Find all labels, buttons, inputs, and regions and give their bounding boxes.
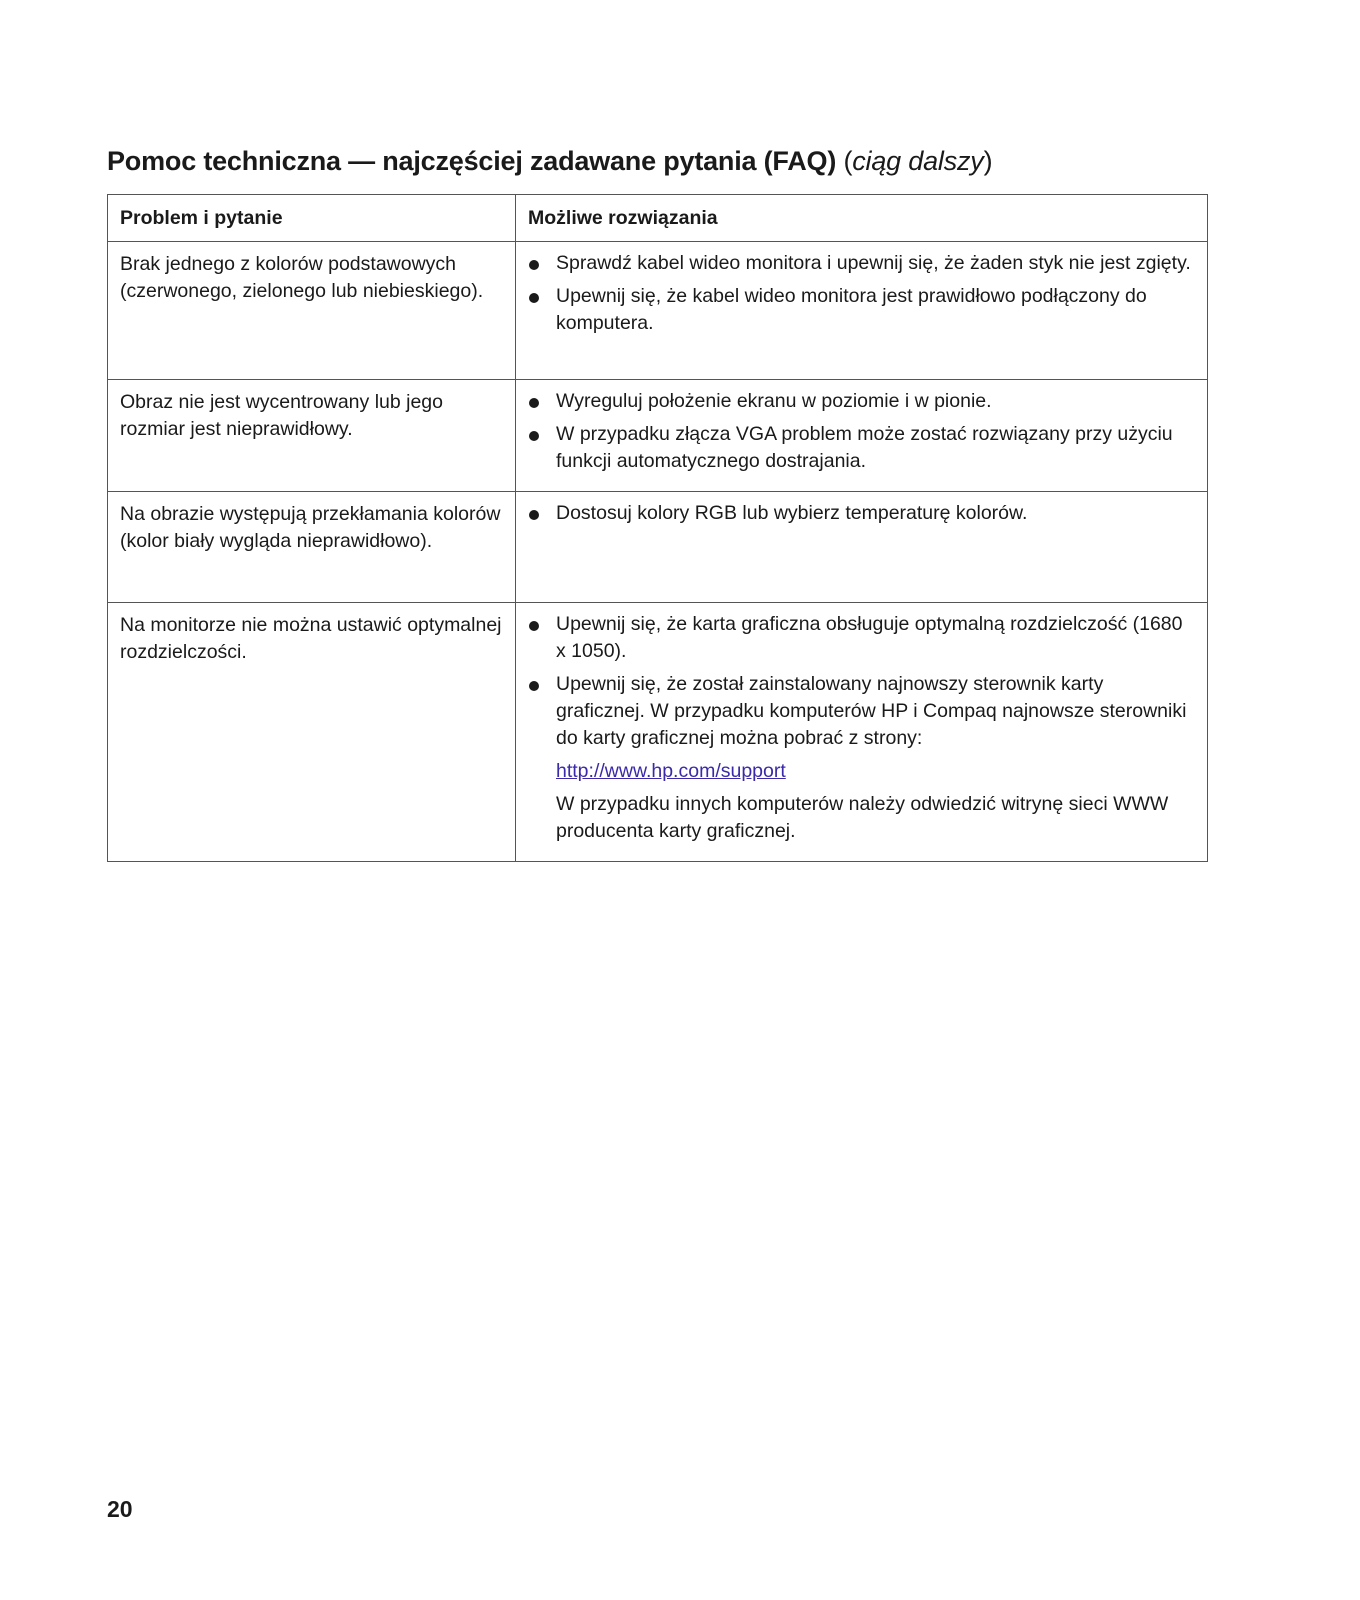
solution-item: [529, 250, 1197, 277]
solution-text: Wyreguluj położenie ekranu w poziomie i w pionie.: [556, 390, 992, 412]
solution-note: W przypadku innych komputerów należy odwiedzić witrynę sieci WWW producenta karty graficznej.: [556, 793, 1169, 842]
bullet-icon: [529, 431, 539, 441]
solution-list: [529, 250, 1197, 337]
page-title-main: Pomoc techniczna — najczęściej zadawane pytania (FAQ): [107, 146, 837, 176]
bullet-icon: [529, 510, 539, 520]
table-row: [108, 242, 1208, 380]
column-header-solutions: Możliwe rozwiązania: [516, 195, 1208, 242]
solutions-cell: [516, 380, 1208, 492]
support-link[interactable]: http://www.hp.com/support: [556, 760, 786, 782]
page-title-paren-close: ): [983, 146, 993, 176]
solution-text: Sprawdź kabel wideo monitora i upewnij się, że żaden styk nie jest zgięty.: [556, 252, 1191, 274]
solutions-cell: [516, 603, 1208, 862]
solution-item: [529, 611, 1197, 665]
faq-table: [107, 194, 1208, 862]
solution-item: [529, 283, 1197, 337]
solutions-cell: [516, 492, 1208, 603]
page-title-continued: ciąg dalszy: [852, 146, 984, 176]
problem-cell: Na monitorze nie można ustawić optymalnej rozdzielczości.: [108, 603, 516, 862]
page-number: 20: [107, 1496, 133, 1522]
solution-list: [529, 388, 1197, 475]
solution-text: Upewnij się, że kabel wideo monitora jest prawidłowo podłączony do komputera.: [556, 285, 1147, 334]
table-header-row: [108, 195, 1208, 242]
bullet-icon: [529, 621, 539, 631]
solution-list: [529, 611, 1197, 845]
solution-text: W przypadku złącza VGA problem może zostać rozwiązany przy użyciu funkcji automatycznego dostrajania.: [556, 423, 1173, 472]
solution-item: [529, 388, 1197, 415]
solution-list: [529, 500, 1197, 527]
support-link-line: [556, 758, 1197, 785]
solutions-cell: [516, 242, 1208, 380]
solution-text: Upewnij się, że został zainstalowany najnowszy sterownik karty graficznej. W przypadku komputerów HP i Compaq najnowsze sterowniki do karty graficznej można pobrać z strony:: [556, 673, 1187, 749]
problem-cell: Na obrazie występują przekłamania kolorów (kolor biały wygląda nieprawidłowo).: [108, 492, 516, 603]
table-row: [108, 380, 1208, 492]
page-title-paren-open: (: [843, 146, 853, 176]
solution-text: Upewnij się, że karta graficzna obsługuje optymalną rozdzielczość (1680 x 1050).: [556, 613, 1183, 662]
bullet-icon: [529, 293, 539, 303]
solution-item: [529, 421, 1197, 475]
solution-item: [529, 500, 1197, 527]
problem-cell: Obraz nie jest wycentrowany lub jego rozmiar jest nieprawidłowy.: [108, 380, 516, 492]
bullet-icon: [529, 681, 539, 691]
solution-text: Dostosuj kolory RGB lub wybierz temperaturę kolorów.: [556, 502, 1028, 524]
table-row: [108, 603, 1208, 862]
problem-cell: Brak jednego z kolorów podstawowych (czerwonego, zielonego lub niebieskiego).: [108, 242, 516, 380]
bullet-icon: [529, 260, 539, 270]
bullet-icon: [529, 398, 539, 408]
page-title: [107, 146, 992, 177]
solution-item: [529, 671, 1197, 845]
table-row: [108, 492, 1208, 603]
column-header-problem: Problem i pytanie: [108, 195, 516, 242]
